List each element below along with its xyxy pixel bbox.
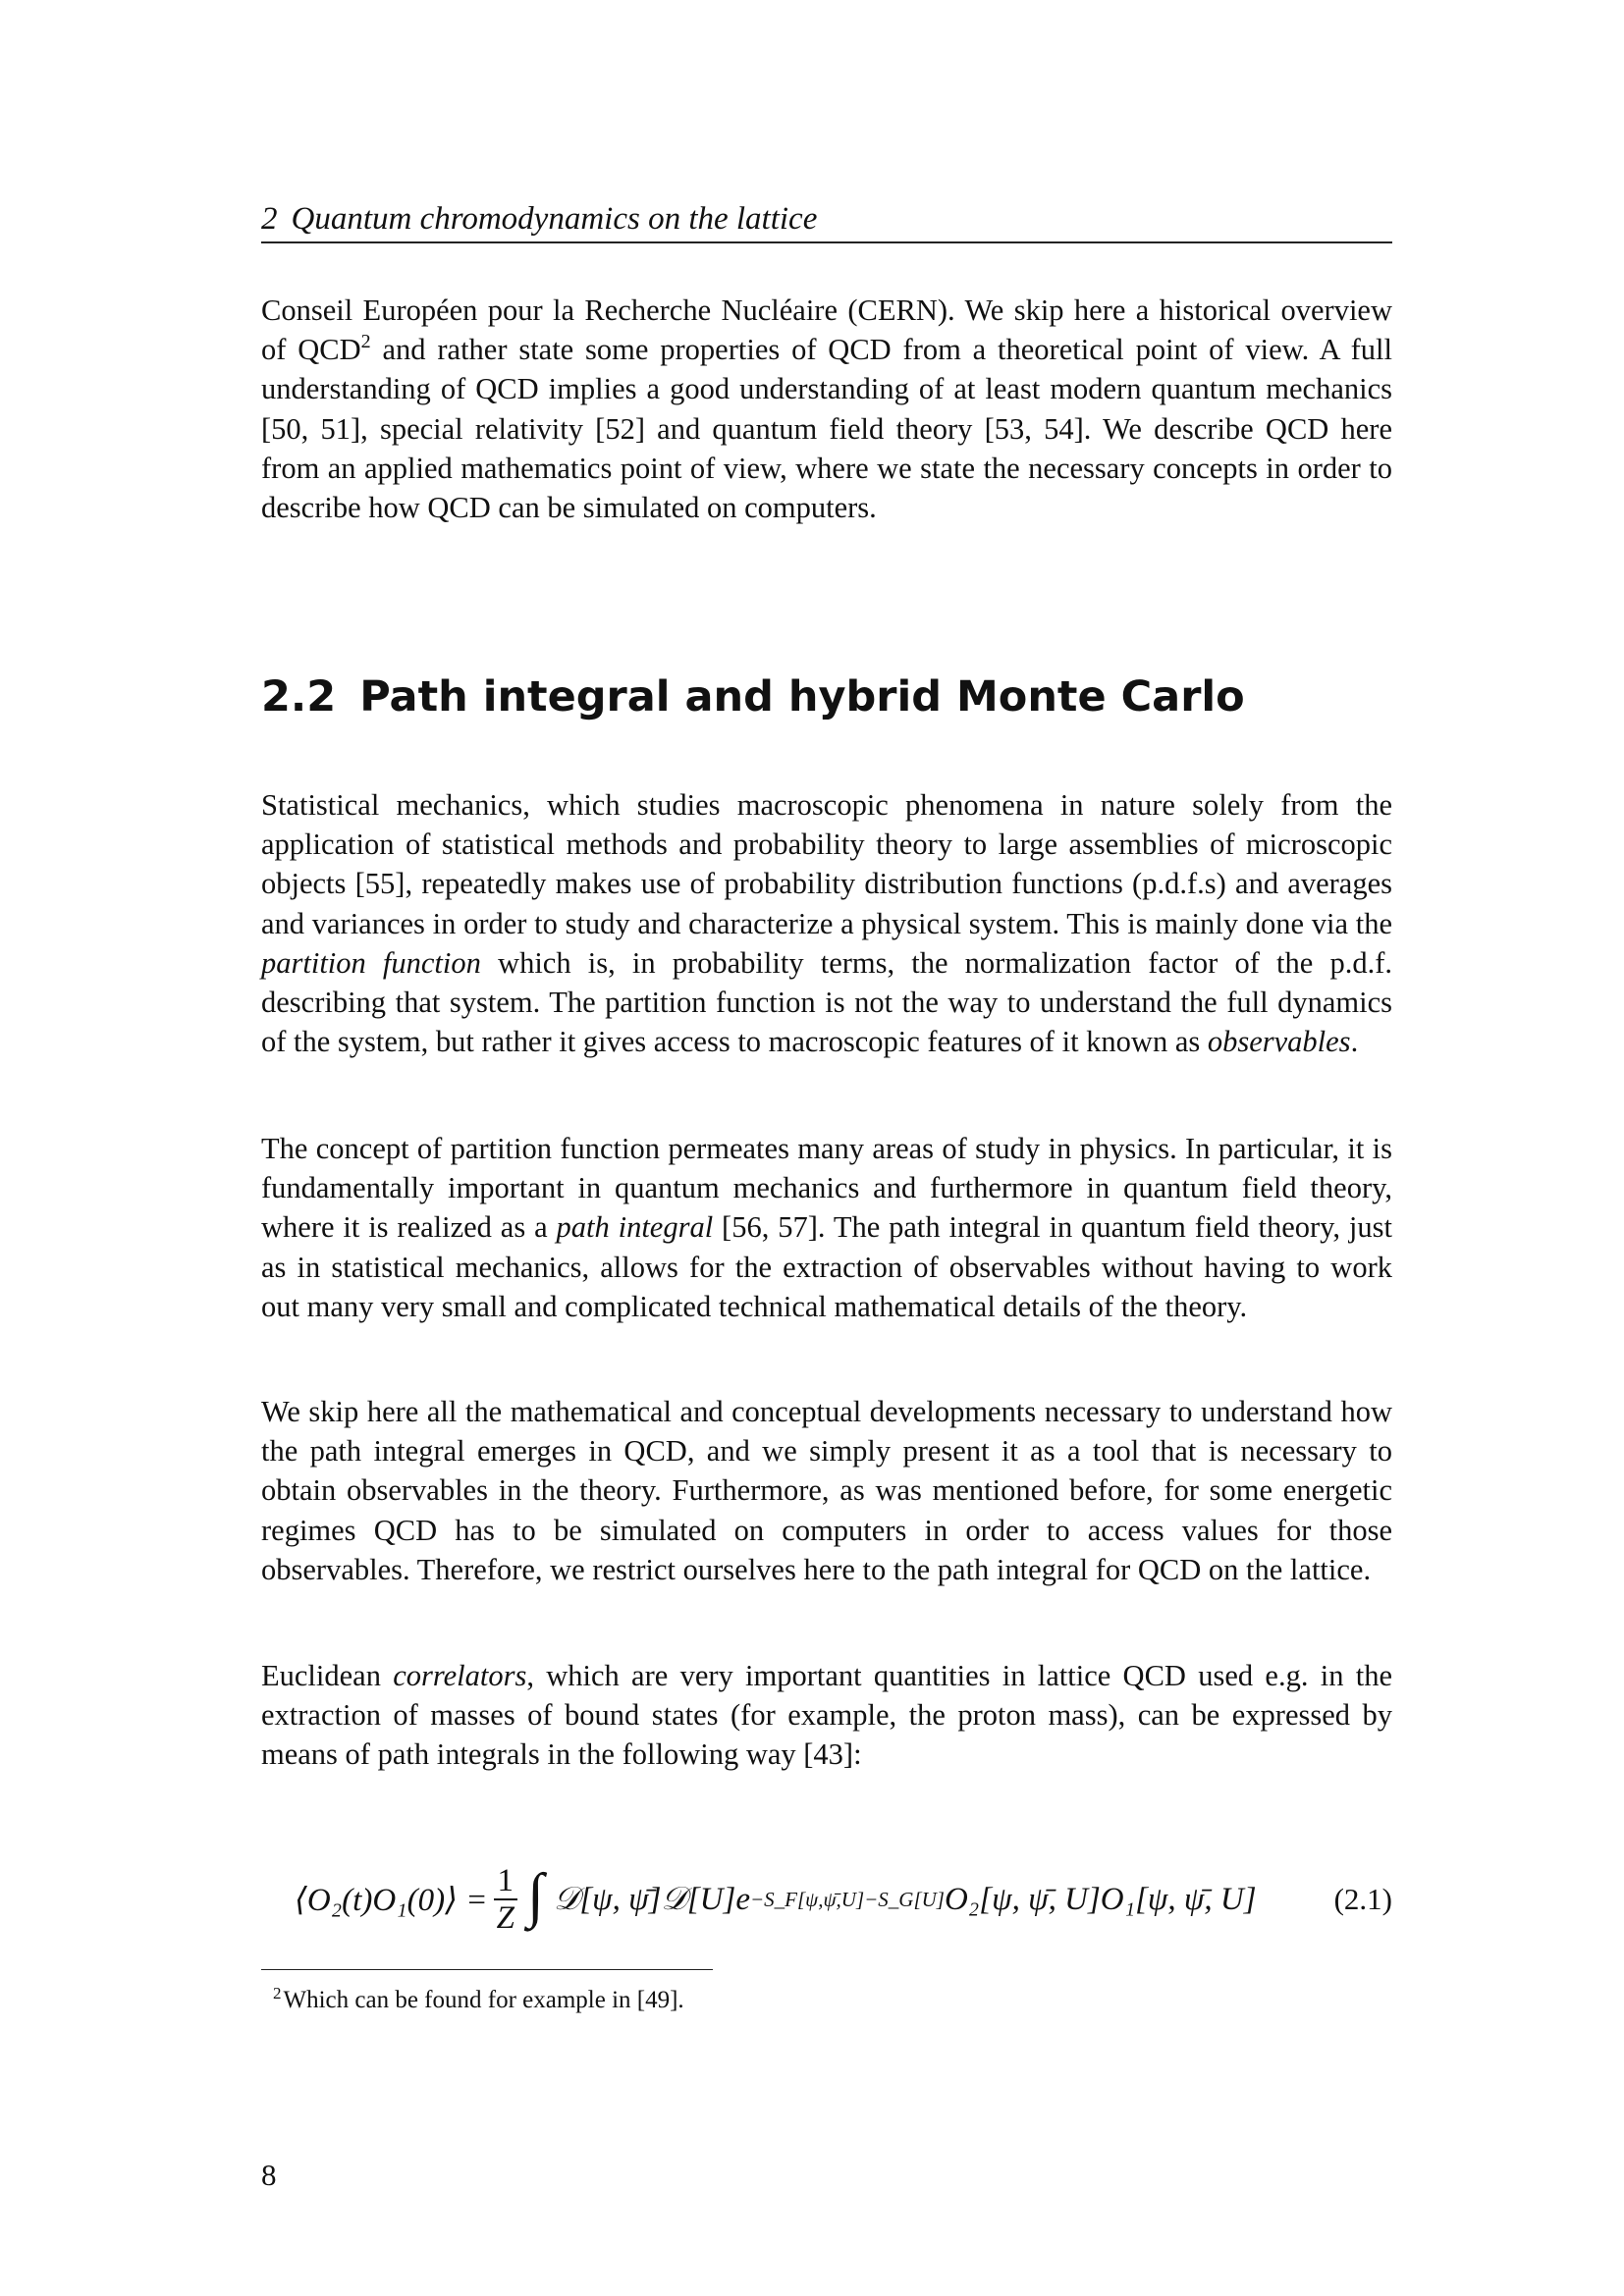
equation-operators: O₂[ψ, ψ̄, U]O₁[ψ, ψ̄, U] [944, 1881, 1257, 1917]
footnote [273, 1977, 684, 2017]
fraction-numerator: 1 [494, 1863, 518, 1900]
fraction-denominator: Z [496, 1900, 514, 1936]
p2-text-b: [56, 57]. The path integral in quantum field theory, just as in statistical mechanics, allows for the extraction of observables without having to work out many very small and complicated technical mathematical details of the theory. [261, 1210, 1393, 1323]
footnote-ref: 2 [360, 331, 371, 353]
footnote-rule [261, 1969, 713, 1970]
section-heading [261, 667, 1245, 726]
paragraph-correlators [261, 1656, 1392, 1775]
path-measure: 𝒟[ψ, ψ̄]𝒟[U]e [554, 1881, 751, 1917]
section-title: Path integral and hybrid Monte Carlo [359, 672, 1245, 721]
equation-body [295, 1845, 1257, 1953]
chapter-title: Quantum chromodynamics on the lattice [291, 201, 818, 237]
p1-emph-observables: observables [1207, 1025, 1351, 1059]
paragraph-path-integral [261, 1129, 1392, 1326]
intro-paragraph [261, 291, 1392, 527]
intro-text-a: Conseil Européen pour la Recherche Nucléaire (CERN). We skip here a historical overview of QCD [261, 294, 1392, 367]
p1-text-b: which is, in probability terms, the normalization factor of the p.d.f. describing that system. The partition function is not the way to understand the full dynamics of the system, but rather it gives access to macroscopic features of it known as [261, 945, 1392, 1059]
p1-text-c: . [1350, 1025, 1359, 1059]
section-number: 2.2 [261, 672, 337, 721]
p2-text-a: The concept of partition function permeates many areas of study in physics. In particular, it is fundamentally important in quantum mechanics and furthermore in quantum field theory, where it is realized as a [261, 1132, 1392, 1245]
chapter-number: 2 [261, 201, 278, 237]
intro-text-b: and rather state some properties of QCD from a theoretical point of view. A full understanding of QCD implies a good understanding of at least modern quantum mechanics [50, 51], special relativity [52] and quantum field theory [53, 54]. We describe QCD here from an applied mathematics point of view, where we state the necessary concepts in order to describe how QCD can be simulated on computers. [261, 333, 1392, 525]
p4-emph-correlators: correlators [393, 1659, 527, 1692]
page-number: 8 [261, 2158, 277, 2192]
p1-text-a: Statistical mechanics, which studies macroscopic phenomena in nature solely from the application of statistical methods and probability theory to large assemblies of microscopic objects [55], repeatedly makes use of probability distribution functions (p.d.f.s) and averages and variances in order to study and characterize a physical system. This is mainly done via the [261, 788, 1392, 940]
p4-text-b: , which are very important quantities in lattice QCD used e.g. in the extraction of masses of bound states (for example, the proton mass), can be expressed by means of path integrals in the following way [43]: [261, 1659, 1392, 1772]
running-head [261, 196, 1392, 243]
equation-number: (2.1) [1333, 1882, 1392, 1916]
p4-text-a: Euclidean [261, 1659, 394, 1692]
equation-fraction [494, 1863, 518, 1936]
footnote-text: Which can be found for example in [49]. [283, 1987, 684, 2013]
p1-emph-partition-function: partition function [261, 945, 481, 980]
integral-sign: ∫ [527, 1861, 544, 1929]
equation-2-1 [261, 1845, 1392, 1953]
paragraph-lattice: We skip here all the mathematical and conceptual developments necessary to understand how the path integral emerges in QCD, and we simply present it as a tool that is necessary to obtain observables in the theory. Furthermore, as was mentioned before, for some energetic regimes QCD has to be simulated on computers in order to access values for those observables. Therefore, we restrict ourselves here to the path integral for QCD on the lattice. [261, 1395, 1392, 1586]
footnote-mark: 2 [273, 1984, 282, 2002]
p2-emph-path-integral: path integral [556, 1210, 714, 1245]
equation-lhs: ⟨O₂(t)O₁(0)⟩ = [295, 1883, 488, 1918]
paragraph-partition-function [261, 785, 1392, 1061]
action-exponent: −S_F[ψ,ψ̄,U]−S_G[U] [750, 1887, 945, 1911]
